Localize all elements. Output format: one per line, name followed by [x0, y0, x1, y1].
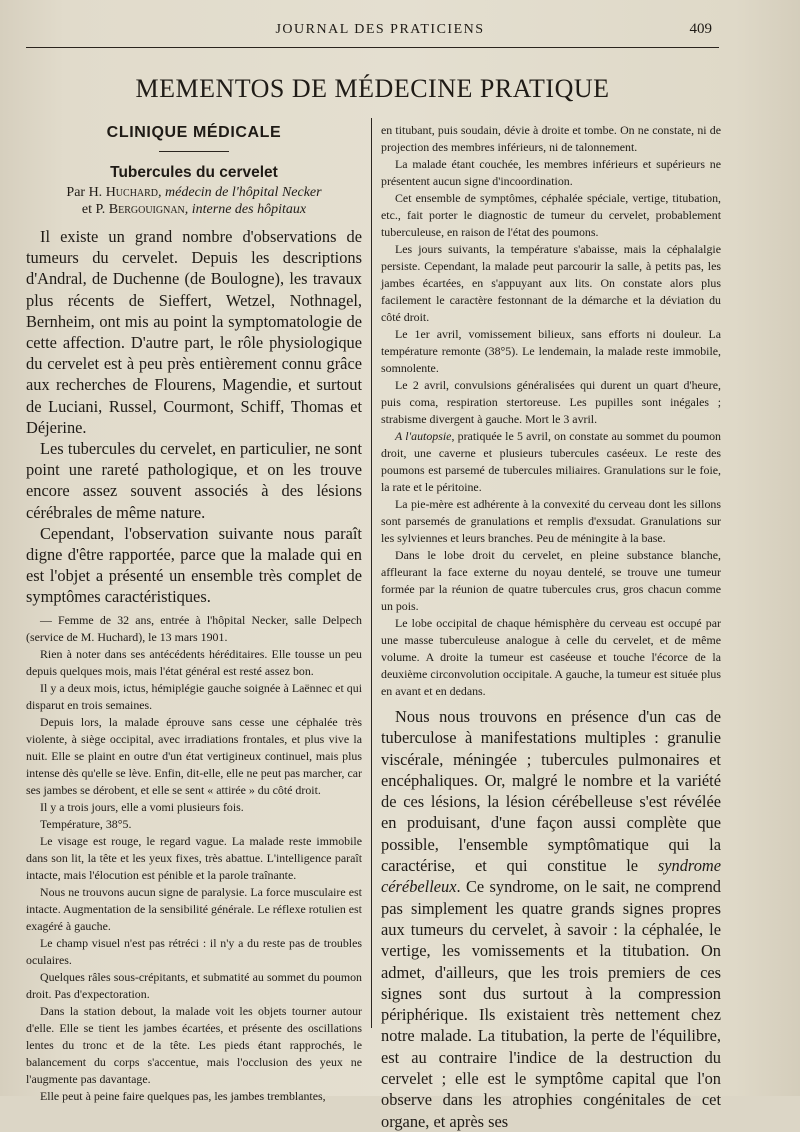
observation-paragraph: La malade étant couchée, les membres inférieurs et supérieurs ne présentent aucun signe d'incoordination.	[381, 157, 721, 188]
journal-name: JOURNAL DES PRATICIENS	[275, 22, 485, 37]
left-column	[26, 118, 362, 1105]
section-title: CLINIQUE MÉDICALE	[106, 124, 282, 141]
observation-paragraph: Le 1er avril, vomissement bilieux, sans efforts ni douleur. La température remonte (38°5). Le lendemain, la malade reste immobile, somnolente.	[381, 327, 721, 375]
discussion-text-2: . Ce syndrome, on le sait, ne comprend pas simplement les quatre grands signes propres aux tumeurs du cervelet, à savoir : la céphalée, le vertige, les vomissements et la titubation. On admet, d'ailleurs, que les trois premiers de ces signes sont dus surtout à la compression périphérique. Ils existaient très nettement chez notre malade. La titubation, la perte de l'équilibre, est au contraire l'indice de la destruction du cervelet ; elle est le symptôme capital que l'on observe dans les atrophies congénitales de cet organe, et après ses	[381, 877, 721, 1131]
observation-paragraph: Les jours suivants, la température s'abaisse, mais la céphalalgie persiste. Cependant, la malade peut parcourir la salle, à petits pas, les jambes écartées, en s'appuyant aux lits. On constate alors plus facilement le caractère festonnant de la démarche et la déviation du côté droit.	[381, 242, 721, 324]
running-head	[40, 20, 720, 42]
observation-paragraph: Le lobe occipital de chaque hémisphère du cerveau est occupé par une masse tuberculeuse analogue à celle du cervelet, et de même volume. A droite la tumeur est caséeuse et touche l'écorce de la deuxième circonvolution occipitale. A gauche, la tumeur est située plus en avant et en dedans.	[381, 616, 721, 698]
author-1-role: , médecin de l'hôpital Necker	[158, 185, 322, 200]
observation-paragraph: Dans la station debout, la malade voit les objets tourner autour d'elle. Elle se tient les jambes écartées, et présente des oscillations lentes du tronc et de la tête. Les pieds étant rapprochés, le balancement du corps s'accentue, mais l'occlusion des yeux ne l'augmente pas davantage.	[26, 1003, 362, 1086]
autopsy-label: A l'autopsie	[395, 429, 452, 443]
observation-paragraph: Depuis lors, la malade éprouve sans cesse une céphalée très violente, à siège occipital, avec irradiations frontales, et plus vive la nuit. Elle se plaint en outre d'un état vertigineux continuel, mais plus intense dès qu'elle se lève. Enfin, dit-elle, elle ne peut pas marcher, car ses jambes se dérobent, et elle se sent « attirée » du côté droit.	[26, 714, 362, 797]
byline-line-2	[26, 201, 362, 218]
article-title: Tubercules du cervelet	[110, 164, 278, 181]
byline	[26, 184, 362, 218]
observation-paragraph: Quelques râles sous-crépitants, et submatité au sommet du poumon droit. Pas d'expectoration.	[26, 969, 362, 1001]
byline-prefix-1: Par H.	[66, 185, 106, 200]
observation-paragraph: Il y a trois jours, elle a vomi plusieurs fois.	[40, 799, 244, 814]
author-2-role: , interne des hôpitaux	[184, 202, 307, 217]
header-rule	[26, 47, 719, 48]
syndrome-term: syndrome cérébelleux	[381, 856, 721, 897]
byline-line-1	[26, 184, 362, 201]
observation-paragraph: Dans le lobe droit du cervelet, en pleine substance blanche, affleurant la face externe du noyau dentelé, se trouve une tumeur formée par la réunion de quatre tubercules crus, gros chacun comme un pois.	[381, 548, 721, 613]
observation-paragraph: La pie-mère est adhérente à la convexité du cerveau dont les sillons sont parsemés de granulations et remplis d'exsudat. Granulations sur les sylviennes et leurs branches. Peu de méningite à la base.	[381, 497, 721, 545]
observation-paragraph: Nous ne trouvons aucun signe de paralysie. La force musculaire est intacte. Augmentation de la sensibilité générale. Le réflexe rotulien est exagéré à gauche.	[26, 884, 362, 933]
byline-prefix-2: et P.	[81, 202, 109, 217]
autopsy-paragraph	[381, 428, 721, 496]
intro-paragraph: Il existe un grand nombre d'observations de tumeurs du cervelet. Depuis les descriptions d'Andral, de Duchenne (de Boulogne), les travaux plus récents de Sieffert, Wetzel, Nothnagel, Bernheim, ont mis au point la symptomatologie de cette affection. D'autre part, le rôle physiologique du cervelet est à peu près entièrement connu grâce aux recherches de Flourens, Magendie, et surtout de Luciani, Russel, Courmont, Schiff, Thomas et Déjerine.	[26, 227, 362, 437]
intro-paragraph: Cependant, l'observation suivante nous paraît digne d'être rapportée, parce que la malade qui en est l'objet a présenté un ensemble très complet de symptômes caractéristiques.	[26, 523, 362, 607]
observation-paragraph: Elle peut à peine faire quelques pas, les jambes tremblantes,	[40, 1088, 326, 1103]
observation-paragraph: Le visage est rouge, le regard vague. La malade reste immobile dans son lit, la tête et les yeux fixes, très abattue. L'intelligence paraît intacte, mais l'élocution est pénible et la parole traînante.	[26, 833, 362, 882]
observation-paragraph: Le champ visuel n'est pas rétréci : il n'y a du reste pas de troubles oculaires.	[26, 935, 362, 967]
right-column	[381, 122, 721, 1132]
column-rule	[371, 118, 372, 1028]
discussion-paragraph	[381, 706, 721, 1132]
intro-paragraph: Les tubercules du cervelet, en particulier, ne sont point une rareté pathologique, et on les trouve encore assez souvent associés à des lésions cérébrales de même nature.	[26, 439, 362, 522]
page-title: MEMENTOS DE MÉDECINE PRATIQUE	[135, 74, 610, 103]
observation-paragraph: Il y a deux mois, ictus, hémiplégie gauche soignée à Laënnec et qui disparut en trois semaines.	[26, 680, 362, 712]
author-2: Bergouignan	[108, 202, 185, 217]
observation-paragraph: Rien à noter dans ses antécédents héréditaires. Elle tousse un peu depuis quelques mois, mais l'état général est resté assez bon.	[26, 646, 362, 678]
observation-paragraph: en titubant, puis soudain, dévie à droite et tombe. On ne constate, ni de projection des membres inférieurs, ni de talonnement.	[381, 123, 721, 154]
observation-paragraph: Température, 38°5.	[40, 816, 132, 831]
author-1: Huchard	[105, 185, 159, 200]
page-number: 409	[689, 21, 712, 37]
autopsy-text: , pratiquée le 5 avril, on constate au sommet du poumon droit, une caverne et plusieurs tubercules caséeux. Le reste des poumons est parsemé de tubercules miliaires. Granulations sur le foie, la rate et le péritoine.	[381, 429, 721, 494]
section-rule	[159, 151, 229, 152]
observation-paragraph: Le 2 avril, convulsions généralisées qui durent un quart d'heure, puis coma, respiration stertoreuse. Les pupilles sont inégales ; strabisme divergent à gauche. Mort le 3 avril.	[381, 378, 721, 426]
observation-paragraph: Cet ensemble de symptômes, céphalée spéciale, vertige, titubation, etc., fait porter le diagnostic de tumeur du cervelet, probablement tuberculeuse, en raison de l'état des poumons.	[381, 191, 721, 239]
observation-paragraph: — Femme de 32 ans, entrée à l'hôpital Necker, salle Delpech (service de M. Huchard), le 13 mars 1901.	[26, 612, 362, 644]
discussion-text-1: Nous nous trouvons en présence d'un cas de tuberculose à manifestations multiples : granulie viscérale, méningée ; tubercules pulmonaires et encéphaliques. Or, malgré le nombre et la variété de ces lésions, la lésion cérébelleuse s'est révélée en produisant, d'une façon aussi complète que possible, l'ensemble symptômatique qui la caractérise, et qui constitue le	[381, 707, 721, 876]
